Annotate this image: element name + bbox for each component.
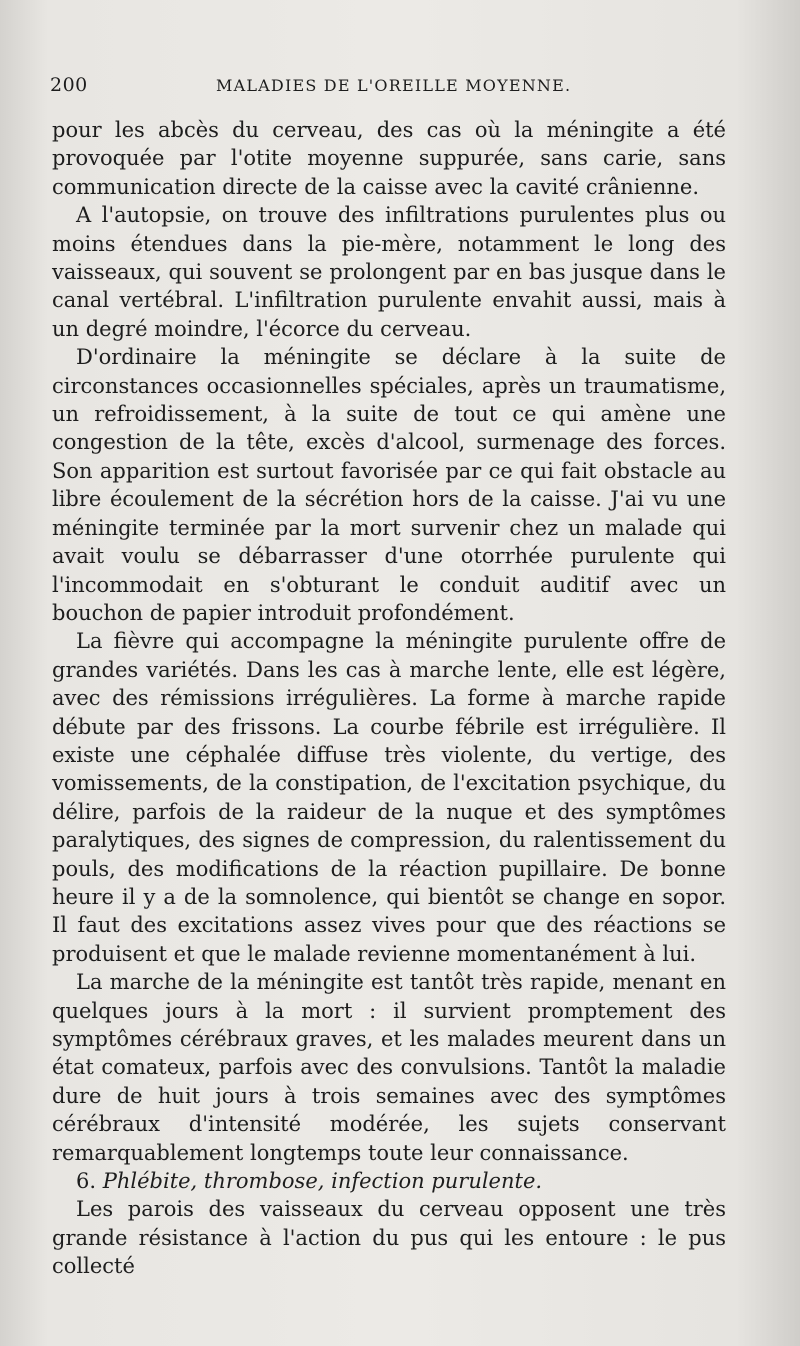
paragraph-5: La marche de la méningite est tantôt très rapide, menant en quelques jours à la mort : il survient promptement des symptômes cérébraux graves, et les malades meurent dans un état comateux, parfois avec des convulsions. Tantôt la maladie dure de huit jours à trois semaines avec des symptômes cérébraux d'intensité modérée, les sujets conservant remarquablement longtemps toute leur connaissance.: [52, 970, 726, 1165]
paragraph-1: pour les abcès du cerveau, des cas où la méningite a été provoquée par l'otite moyenne suppurée, sans carie, sans communication directe de la caisse avec la cavité crânienne.: [52, 118, 726, 199]
section-heading: [52, 1167, 726, 1195]
body-text: [52, 116, 726, 1281]
paragraph-3: D'ordinaire la méningite se déclare à la suite de circonstances occasionnelles spéciales, après un traumatisme, un refroidissement, à la suite de tout ce qui amène une congestion de la tête, excès d'alcool, surmenage des forces. Son apparition est surtout favorisée par ce qui fait obstacle au libre écoulement de la sécrétion hors de la caisse. J'ai vu une méningite terminée par la mort survenir chez un malade qui avait voulu se débarrasser d'une otorrhée purulente qui l'incommodait en s'obturant le conduit auditif avec un bouchon de papier introduit profondément.: [52, 345, 726, 625]
paragraph-6: Les parois des vaisseaux du cerveau opposent une très grande résistance à l'action du pus qui les entoure : le pus collecté: [52, 1197, 726, 1279]
page-header: [50, 74, 735, 104]
running-title: MALADIES DE L'OREILLE MOYENNE.: [216, 76, 572, 95]
page-number: 200: [50, 74, 88, 96]
paragraph-2: A l'autopsie, on trouve des infiltrations purulentes plus ou moins étendues dans la pie-mère, notamment le long des vaisseaux, qui souvent se prolongent par en bas jusque dans le canal vertébral. L'infiltration purulente envahit aussi, mais à un degré moindre, l'écorce du cerveau.: [52, 203, 726, 341]
paragraph-4: La fièvre qui accompagne la méningite purulente offre de grandes variétés. Dans les cas à marche lente, elle est légère, avec des rémissions irrégulières. La forme à marche rapide débute par des frissons. La courbe fébrile est irrégulière. Il existe une céphalée diffuse très violente, du vertige, des vomissements, de la constipation, de l'excitation psychique, du délire, parfois de la raideur de la nuque et des symptômes paralytiques, des signes de compression, du ralentissement du pouls, des modifications de la réaction pupillaire. De bonne heure il y a de la somnolence, qui bientôt se change en sopor. Il faut des excitations assez vives pour que des réactions se produisent et que le malade revienne momentanément à lui.: [52, 629, 726, 966]
section-number: 6.: [76, 1169, 97, 1194]
section-title: Phlébite, thrombose, infection purulente.: [102, 1169, 543, 1194]
